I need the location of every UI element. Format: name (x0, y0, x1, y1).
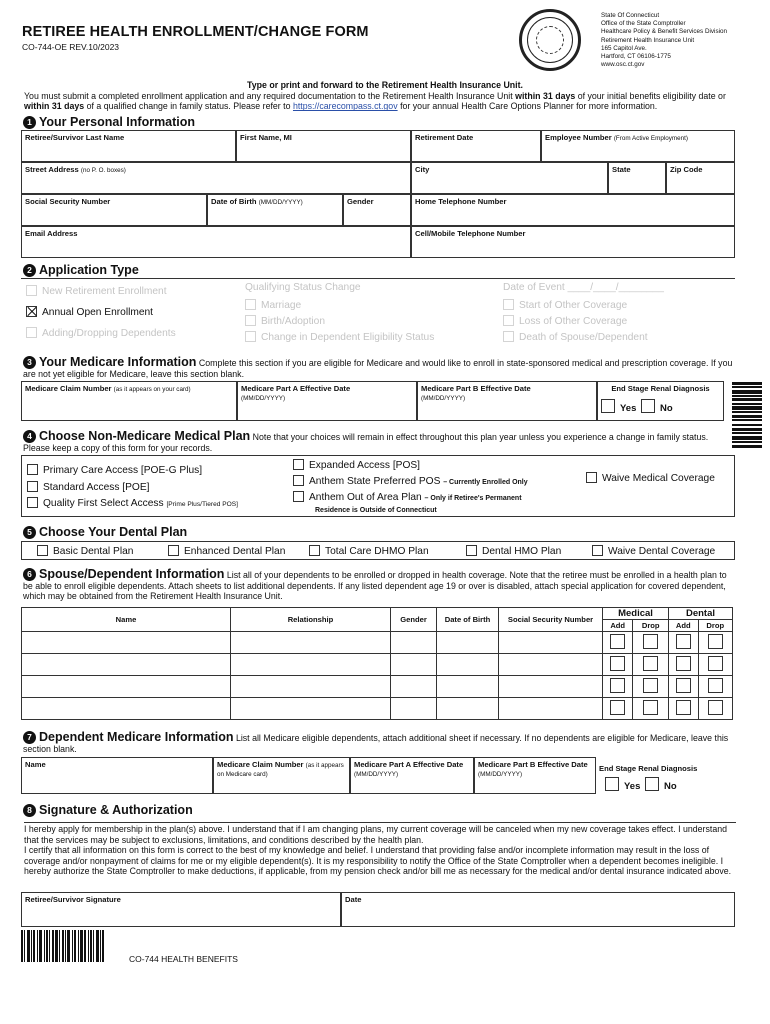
section-6-heading (23, 568, 735, 602)
section-number-icon: 4 (23, 430, 36, 443)
open-enrollment-option[interactable] (26, 306, 153, 318)
esrd-yes-checkbox[interactable] (601, 399, 615, 413)
field-note: (MM/DD/YYYY) (478, 771, 523, 778)
state-seal-icon (519, 9, 581, 71)
section-4-heading (23, 430, 728, 453)
dep-name-cell[interactable] (22, 698, 231, 720)
section-number-icon: 2 (23, 264, 36, 277)
employee-number-field[interactable] (541, 130, 735, 162)
option-label: Anthem State Preferred POS (309, 476, 441, 487)
field-note: (as it appears on your card) (113, 386, 191, 393)
option-label: Birth/Adoption (261, 316, 325, 327)
home-phone-field[interactable] (411, 194, 735, 226)
section-5-heading (23, 525, 187, 539)
zip-code-field[interactable] (666, 162, 735, 194)
dental-add-checkbox[interactable] (676, 700, 691, 715)
dhmo-option[interactable] (309, 545, 429, 557)
dep-gender-cell[interactable] (391, 676, 437, 698)
section-title: Spouse/Dependent Information (39, 567, 225, 581)
section-description: Complete this section if you are eligible for Medicare and would like to enroll in state-sponsored medical and prescription coverage. If you are not yet eligible for Medicare, leave this section blank. (23, 358, 733, 379)
col-dental-drop: Drop (698, 620, 733, 632)
dep-name-cell[interactable] (22, 654, 231, 676)
pca-option[interactable] (27, 464, 202, 476)
section-3-heading (23, 356, 735, 379)
checkbox[interactable] (27, 464, 38, 475)
dep-relationship-cell[interactable] (231, 654, 391, 676)
dep-dob-cell[interactable] (437, 676, 499, 698)
anthem-pos-option[interactable] (293, 475, 528, 487)
field-label: Retiree/Survivor Signature (25, 895, 121, 904)
dep-dob-cell[interactable] (437, 654, 499, 676)
form-number: CO-744-OE REV.10/2023 (22, 42, 120, 52)
option-label: Primary Care Access [POE-G Plus] (43, 465, 203, 476)
option-label: Total Care DHMO Plan (325, 546, 429, 557)
option-label: New Retirement Enrollment (42, 286, 167, 297)
email-field[interactable] (21, 226, 411, 258)
dep-esrd-no-checkbox[interactable] (645, 777, 659, 791)
option-label: Enhanced Dental Plan (184, 546, 286, 557)
add-drop-dependents-option[interactable] (26, 327, 176, 339)
field-label: Medicare Claim Number (25, 384, 112, 393)
first-name-field[interactable] (236, 130, 411, 162)
field-label: Retiree/Survivor Last Name (25, 133, 125, 142)
dep-medicare-claim-field[interactable] (213, 757, 350, 794)
option-label: Dental HMO Plan (482, 546, 562, 557)
new-retirement-option[interactable] (26, 285, 167, 297)
field-label: Email Address (25, 229, 78, 238)
section-title: Your Personal Information (39, 115, 196, 129)
standard-access-option[interactable] (27, 481, 149, 493)
dental-hmo-option[interactable] (466, 545, 561, 557)
instr-part: for your annual Health Care Options Planner for more information. (400, 101, 658, 112)
checkbox[interactable] (168, 545, 179, 556)
medical-drop-checkbox[interactable] (643, 656, 658, 671)
dep-dob-cell[interactable] (437, 698, 499, 720)
field-note: (MM/DD/YYYY) (241, 395, 286, 402)
dental-drop-checkbox[interactable] (708, 634, 723, 649)
option-note: Residence is Outside of Connecticut (315, 507, 437, 514)
col-dental: Dental (669, 608, 733, 620)
dep-part-b-field[interactable] (474, 757, 596, 794)
marriage-option[interactable] (245, 299, 301, 311)
col-relationship: Relationship (231, 608, 391, 632)
medical-drop-checkbox[interactable] (643, 678, 658, 693)
field-label: First Name, MI (240, 133, 292, 142)
quality-first-option[interactable] (27, 497, 238, 509)
section-title: Choose Your Dental Plan (39, 525, 188, 539)
section-divider (21, 278, 735, 279)
field-label: City (415, 165, 430, 174)
option-label: Waive Dental Coverage (608, 546, 716, 557)
section-title: Signature & Authorization (39, 803, 193, 817)
section-number-icon: 6 (23, 568, 36, 581)
dental-drop-checkbox[interactable] (708, 678, 723, 693)
checkbox[interactable] (503, 315, 514, 326)
ssn-field[interactable] (21, 194, 207, 226)
loss-other-coverage-option[interactable] (503, 315, 627, 327)
col-gender: Gender (391, 608, 437, 632)
field-label: Gender (347, 197, 374, 206)
section-1-heading (23, 115, 195, 129)
form-title: RETIREE HEALTH ENROLLMENT/CHANGE FORM (22, 24, 369, 40)
checkbox[interactable] (309, 545, 320, 556)
option-label: Marriage (261, 300, 302, 311)
option-label: Change in Dependent Eligibility Status (261, 332, 435, 343)
agency-line: www.osc.ct.gov (601, 61, 645, 69)
field-label: End Stage Renal Diagnosis (611, 384, 710, 393)
field-label: Medicare Part B Effective Date (478, 760, 588, 769)
esrd-field (597, 381, 724, 421)
agency-address (601, 12, 761, 69)
dep-relationship-cell[interactable] (231, 676, 391, 698)
checkbox[interactable] (245, 315, 256, 326)
option-label: Expanded Access [POS] (309, 460, 420, 471)
last-name-field[interactable] (21, 130, 236, 162)
option-label: Annual Open Enrollment (42, 307, 153, 318)
field-note: (as it appears on Medicare card) (217, 762, 344, 778)
field-label: Medicare Part B Effective Date (421, 384, 531, 393)
section-7-heading (23, 731, 735, 754)
field-label: Name (25, 760, 46, 769)
checkbox[interactable] (27, 497, 38, 508)
qualifying-status-label: Qualifying Status Change (245, 282, 361, 293)
field-note: (MM/DD/YYYY) (421, 395, 466, 402)
checkbox[interactable] (27, 481, 38, 492)
agency-line: Office of the State Comptroller (601, 20, 686, 28)
checkbox[interactable] (503, 331, 514, 342)
death-spouse-option[interactable] (503, 331, 648, 343)
agency-line: Hartford, CT 06106-1775 (601, 53, 671, 61)
option-label: Standard Access [POE] (43, 482, 150, 493)
checkbox[interactable] (37, 545, 48, 556)
dep-relationship-cell[interactable] (231, 698, 391, 720)
dep-medicare-name-field[interactable] (21, 757, 213, 794)
field-label: Street Address (25, 165, 79, 174)
anthem-ooa-option[interactable] (293, 491, 522, 503)
city-field[interactable] (411, 162, 608, 194)
birth-adoption-option[interactable] (245, 315, 325, 327)
instr-part: of a qualified change in family status. Please refer to (86, 101, 291, 112)
gender-field[interactable] (343, 194, 411, 226)
col-medical-drop: Drop (633, 620, 669, 632)
option-note: – Currently Enrolled Only (443, 479, 528, 486)
checkbox[interactable] (592, 545, 603, 556)
authorization-paragraph: I certify that all information on this form is correct to the best of my knowledge and belief. I understand that providing false and/or incomplete information may result in the loss of coverage and/or nonpayment of claims for me or my eligible dependent(s). It is my responsibility to notify the Office of the State Comptroller when a dependent becomes ineligible. I hereby authorize the State Comptroller to make deductions, if applicable, from my pension check and/or bill me as necessary for the medical and/or dental insurance indicated above. (24, 845, 732, 877)
option-label: Death of Spouse/Dependent (519, 332, 648, 343)
section-2-heading (23, 263, 139, 277)
medical-add-checkbox[interactable] (610, 634, 625, 649)
signature-field[interactable] (21, 892, 341, 927)
option-label: Start of Other Coverage (519, 300, 628, 311)
dep-ssn-cell[interactable] (499, 698, 603, 720)
checkbox[interactable] (293, 459, 304, 470)
expanded-access-option[interactable] (293, 459, 420, 471)
section-number-icon: 7 (23, 731, 36, 744)
field-label: Date of Event (503, 282, 565, 293)
option-label: Quality First Select Access (43, 498, 164, 509)
checkbox[interactable] (26, 285, 37, 296)
enhanced-dental-option[interactable] (168, 545, 285, 557)
table-row (22, 654, 733, 676)
side-barcode-icon (732, 382, 762, 422)
option-label: Adding/Dropping Dependents (42, 328, 176, 339)
medical-add-checkbox[interactable] (610, 700, 625, 715)
dental-add-checkbox[interactable] (676, 656, 691, 671)
field-label: Date (345, 895, 362, 904)
instr-part: of your initial benefits eligibility date or (577, 91, 726, 101)
medical-add-checkbox[interactable] (610, 678, 625, 693)
option-label: Basic Dental Plan (53, 546, 134, 557)
section-title: Your Medicare Information (39, 355, 197, 369)
instr-bold: within 31 days (24, 101, 85, 112)
section-number-icon: 5 (23, 526, 36, 539)
checkbox[interactable] (26, 327, 37, 338)
field-label: Retirement Date (415, 133, 474, 142)
section-description: List all of your dependents to be enrolled or dropped in health coverage. Note that the retiree must be enrolled in a health plan to be able to enroll eligible dependents. Attach sheets to list additional dependents. If any listed dependent age 19 or over is disabled, attach special application for covered dependent, which may be obtained from the Retirement Health Insurance Unit. (23, 570, 727, 602)
dental-add-checkbox[interactable] (676, 634, 691, 649)
col-medical: Medical (603, 608, 669, 620)
field-note: (no P. O. boxes) (80, 167, 126, 174)
agency-line: State Of Connecticut (601, 12, 660, 19)
state-field[interactable] (608, 162, 666, 194)
field-note: (MM/DD/YYYY) (354, 771, 399, 778)
dental-drop-checkbox[interactable] (708, 700, 723, 715)
dependents-table (21, 607, 733, 720)
option-note: [Prime Plus/Tiered POS] (166, 501, 239, 508)
medical-drop-checkbox[interactable] (643, 700, 658, 715)
section-8-heading (23, 803, 193, 817)
option-label: Yes (620, 403, 637, 414)
dep-esrd-field (596, 757, 735, 794)
dep-relationship-cell[interactable] (231, 632, 391, 654)
dep-gender-cell[interactable] (391, 654, 437, 676)
checkbox[interactable] (466, 545, 477, 556)
checkbox[interactable] (245, 331, 256, 342)
option-label: No (660, 403, 673, 414)
dep-esrd-yes-checkbox[interactable] (605, 777, 619, 791)
checkbox[interactable] (503, 299, 514, 310)
field-label: Medicare Part A Effective Date (241, 384, 351, 393)
col-ssn: Social Security Number (499, 608, 603, 632)
signature-date-field[interactable] (341, 892, 735, 927)
table-row (22, 676, 733, 698)
section-title: Application Type (39, 263, 139, 277)
instr-part: You must submit a completed enrollment application and any required documentation to the Retirement Health Insurance Unit (24, 91, 513, 101)
footer-barcode-icon (21, 930, 125, 962)
side-barcode-icon (732, 424, 762, 448)
dep-name-cell[interactable] (22, 676, 231, 698)
date-of-event-field[interactable] (503, 282, 664, 293)
section-title: Choose Non-Medicare Medical Plan (39, 429, 251, 443)
col-dental-add: Add (669, 620, 698, 632)
agency-line: Healthcare Policy & Benefit Services Division (601, 28, 727, 36)
dep-part-a-field[interactable] (350, 757, 474, 794)
field-label: End Stage Renal Diagnosis (599, 764, 698, 773)
street-address-field[interactable] (21, 162, 411, 194)
field-note: (From Active Employment) (613, 135, 688, 142)
checkbox[interactable] (245, 299, 256, 310)
field-note: (MM/DD/YYYY) (258, 199, 303, 206)
date-blank: ____/____/________ (567, 282, 664, 293)
dep-ssn-cell[interactable] (499, 632, 603, 654)
dep-dob-cell[interactable] (437, 632, 499, 654)
option-label: No (664, 781, 677, 792)
checkbox[interactable] (293, 491, 304, 502)
authorization-paragraph: I hereby apply for membership in the plan(s) above. I understand that if I am changing plans, my current coverage will be canceled when my new coverage takes effect. I understand that the services may be subject to exclusions, limitations, and conditions described by the health plan. (24, 824, 727, 845)
dental-drop-checkbox[interactable] (708, 656, 723, 671)
esrd-no-checkbox[interactable] (641, 399, 655, 413)
cell-phone-field[interactable] (411, 226, 735, 258)
waive-medical-option[interactable] (586, 472, 715, 484)
medical-drop-checkbox[interactable] (643, 634, 658, 649)
field-label: Date of Birth (211, 197, 257, 206)
medical-add-checkbox[interactable] (610, 656, 625, 671)
authorization-text (24, 822, 736, 877)
basic-dental-option[interactable] (37, 545, 133, 557)
dep-ssn-cell[interactable] (499, 676, 603, 698)
col-name: Name (22, 608, 231, 632)
dep-gender-cell[interactable] (391, 632, 437, 654)
part-b-date-field[interactable] (417, 381, 597, 421)
field-label: Social Security Number (25, 197, 111, 206)
dep-gender-cell[interactable] (391, 698, 437, 720)
table-row (22, 698, 733, 720)
section-description: Note that your choices will remain in effect throughout this plan year unless you experience a change in family status. Please keep a copy of this form for your records. (23, 432, 709, 453)
dep-name-cell[interactable] (22, 632, 231, 654)
col-medical-add: Add (603, 620, 633, 632)
field-label: Employee Number (545, 133, 612, 142)
medicare-claim-field[interactable] (21, 381, 237, 421)
field-label: Zip Code (670, 165, 703, 174)
checkbox-checked[interactable] (26, 306, 37, 317)
checkbox[interactable] (293, 475, 304, 486)
field-label: Medicare Part A Effective Date (354, 760, 464, 769)
start-other-coverage-option[interactable] (503, 299, 627, 311)
option-note: – Only if Retiree's Permanent (424, 495, 522, 502)
dependent-eligibility-option[interactable] (245, 331, 434, 343)
option-label: Anthem Out of Area Plan (309, 492, 422, 503)
agency-line: 165 Capitol Ave. (601, 44, 647, 52)
option-label: Yes (624, 781, 641, 792)
section-number-icon: 1 (23, 116, 36, 129)
date-of-birth-field[interactable] (207, 194, 343, 226)
waive-dental-option[interactable] (592, 545, 715, 557)
section-number-icon: 3 (23, 356, 36, 369)
option-label: Loss of Other Coverage (519, 316, 628, 327)
checkbox[interactable] (586, 472, 597, 483)
field-label: Home Telephone Number (415, 197, 507, 206)
option-label: Waive Medical Coverage (602, 473, 715, 484)
instructions-heading: Type or print and forward to the Retirement Health Insurance Unit. (247, 80, 523, 90)
anthem-ooa-note (315, 504, 437, 515)
field-label: Medicare Claim Number (217, 760, 304, 769)
footer-label: CO-744 HEALTH BENEFITS (129, 954, 238, 964)
section-title: Dependent Medicare Information (39, 730, 234, 744)
carecompass-link[interactable]: https://carecompass.ct.gov (292, 101, 398, 112)
instr-bold: within 31 days (515, 91, 576, 101)
dep-ssn-cell[interactable] (499, 654, 603, 676)
dental-add-checkbox[interactable] (676, 678, 691, 693)
section-description: List all Medicare eligible dependents, attach additional sheet if necessary. If no dependents are eligible for Medicare, leave this section blank. (23, 733, 729, 754)
retirement-date-field[interactable] (411, 130, 541, 162)
col-dob: Date of Birth (437, 608, 499, 632)
instructions-text (24, 91, 752, 112)
table-row (22, 632, 733, 654)
part-a-date-field[interactable] (237, 381, 417, 421)
field-label: State (612, 165, 631, 174)
agency-line: Retirement Health Insurance Unit (601, 36, 695, 44)
section-number-icon: 8 (23, 804, 36, 817)
field-label: Cell/Mobile Telephone Number (415, 229, 526, 238)
